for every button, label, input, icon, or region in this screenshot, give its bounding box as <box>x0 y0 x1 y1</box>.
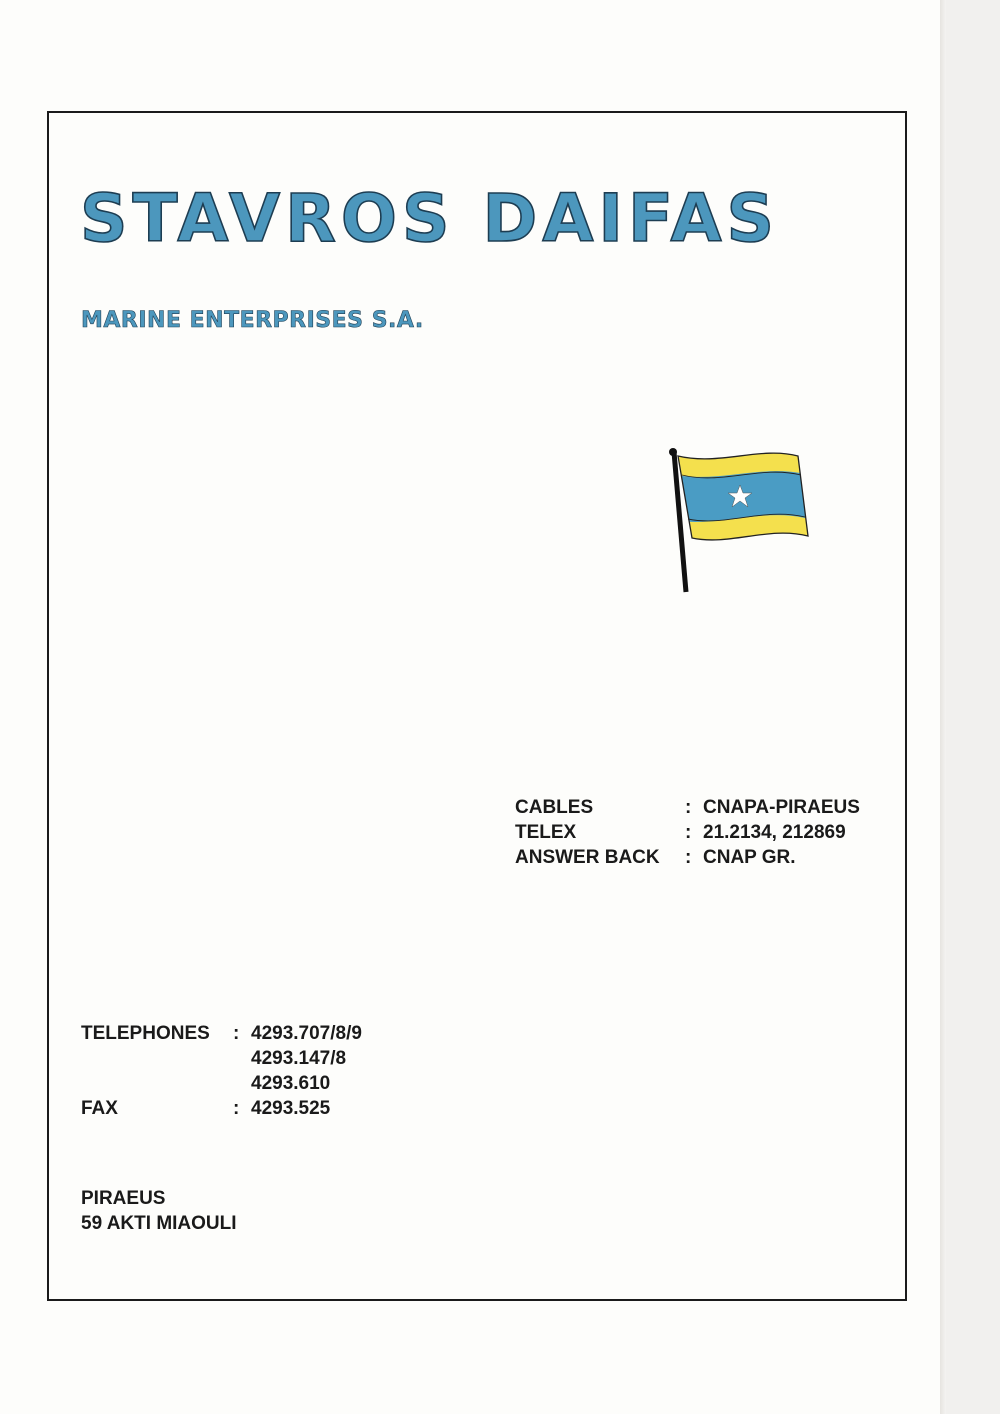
cables-label: CABLES <box>515 797 594 818</box>
phone-block <box>81 1021 362 1121</box>
company-subtitle: MARINE ENTERPRISES S.A. <box>81 308 424 333</box>
fax-label: FAX <box>81 1098 118 1119</box>
telephones-row <box>81 1071 362 1096</box>
telephones-row <box>81 1046 362 1071</box>
colon: : <box>685 847 692 868</box>
telex-value: 21.2134, 212869 <box>703 822 846 843</box>
address-street: 59 AKTI MIAOULI <box>81 1213 237 1234</box>
answer-back-value: CNAP GR. <box>703 847 796 868</box>
colon: : <box>233 1023 240 1044</box>
fax-row <box>81 1096 362 1121</box>
answer-back-label: ANSWER BACK <box>515 847 660 868</box>
cables-row <box>515 795 860 820</box>
telephone-number: 4293.707/8/9 <box>251 1023 362 1044</box>
communications-block <box>515 795 860 870</box>
company-name: STAVROS DAIFAS <box>80 180 780 257</box>
telephones-row <box>81 1021 362 1046</box>
colon: : <box>233 1098 240 1119</box>
telephone-number: 4293.610 <box>251 1073 331 1094</box>
page-edge <box>940 0 946 1414</box>
page-border <box>47 111 907 1301</box>
telex-label: TELEX <box>515 822 577 843</box>
answer-back-row <box>515 845 860 870</box>
address-city: PIRAEUS <box>81 1188 166 1209</box>
address-block <box>81 1186 237 1236</box>
telex-row <box>515 820 860 845</box>
fax-number: 4293.525 <box>251 1098 331 1119</box>
house-flag-icon <box>660 444 812 598</box>
flag-pole-finial <box>669 448 677 456</box>
colon: : <box>685 822 692 843</box>
telephones-label: TELEPHONES <box>81 1023 210 1044</box>
telephone-number: 4293.147/8 <box>251 1048 347 1069</box>
colon: : <box>685 797 692 818</box>
cables-value: CNAPA-PIRAEUS <box>703 797 860 818</box>
